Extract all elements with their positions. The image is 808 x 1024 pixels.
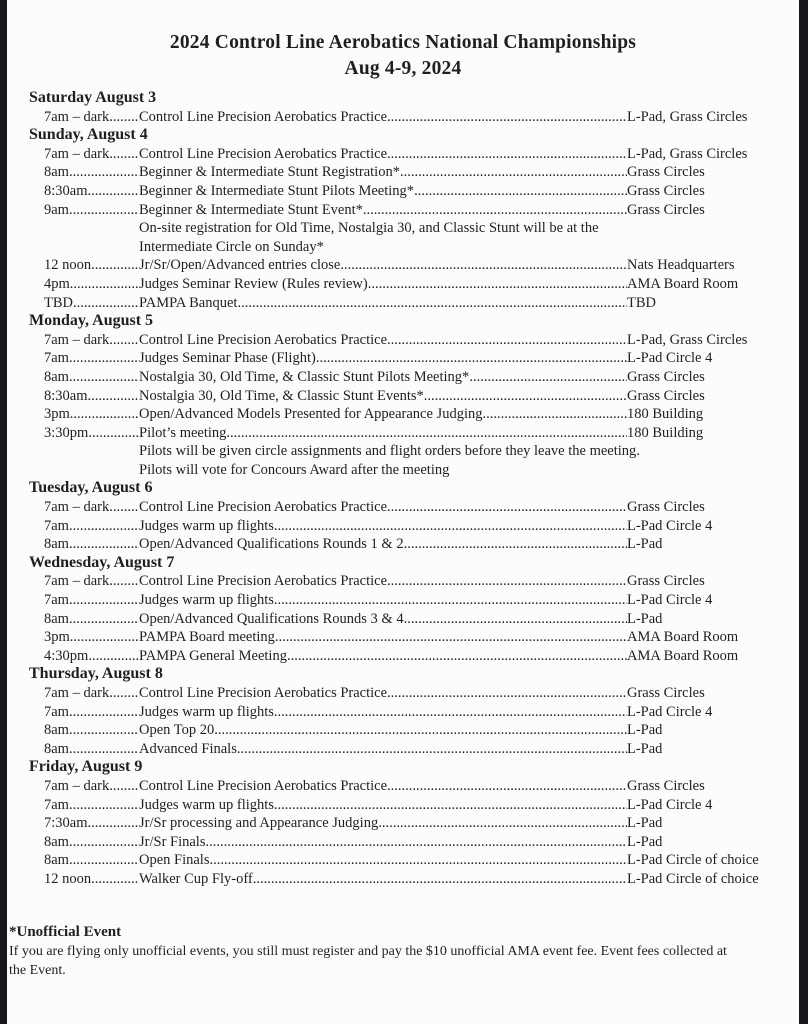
schedule-row <box>7 108 799 127</box>
time-cell <box>44 796 139 815</box>
schedule-row <box>7 517 799 536</box>
description-cell <box>139 628 627 647</box>
row-time: 7am – dark <box>44 573 110 590</box>
leader-dots <box>91 870 139 889</box>
row-description: Control Line Precision Aerobatics Practice <box>139 685 388 701</box>
time-cell <box>44 703 139 722</box>
row-time: 8am <box>44 164 69 181</box>
time-cell <box>44 610 139 629</box>
row-description: Control Line Precision Aerobatics Practice <box>139 573 388 590</box>
time-cell <box>44 517 139 536</box>
leader-dots <box>387 331 627 350</box>
row-time: 8am <box>44 722 69 739</box>
description-cell <box>139 368 627 387</box>
row-note: On-site registration for Old Time, Nostalgia 30, and Classic Stunt will be at the <box>139 220 599 237</box>
leader-dots <box>69 610 139 629</box>
schedule-row <box>7 294 799 313</box>
leader-dots <box>253 870 627 889</box>
description-cell <box>139 721 627 740</box>
day-section <box>7 89 799 126</box>
description-cell <box>139 498 627 517</box>
row-time: 7am – dark <box>44 499 110 516</box>
row-time: 7am – dark <box>44 145 110 162</box>
row-time: 8am <box>44 740 69 757</box>
schedule <box>7 89 799 889</box>
time-cell <box>44 145 139 164</box>
schedule-row <box>7 535 799 554</box>
row-location: L-Pad <box>627 833 663 850</box>
row-location: L-Pad, Grass Circles <box>627 331 748 348</box>
leader-dots <box>69 703 139 722</box>
schedule-row <box>7 275 799 294</box>
schedule-row <box>7 684 799 703</box>
leader-dots <box>400 163 627 182</box>
row-time: 8am <box>44 610 69 627</box>
page-title: 2024 Control Line Aerobatics National Championships <box>169 32 637 53</box>
row-location: Grass Circles <box>627 368 705 385</box>
row-description: Advanced Finals <box>139 740 237 757</box>
row-description: Pilot’s meeting <box>139 424 227 441</box>
row-description: Walker Cup Fly-off <box>139 870 253 887</box>
leader-dots <box>88 182 140 201</box>
row-description: PAMPA General Meeting <box>139 647 287 664</box>
schedule-row <box>7 145 799 164</box>
leader-dots <box>69 740 139 759</box>
row-description: Open Finals <box>139 852 210 869</box>
row-time: 7:30am <box>44 815 88 832</box>
footnote-body: If you are flying only unofficial events, you still must register and pay the $10 unofficial AMA event fee. Event fees collected at the Event. <box>9 943 727 979</box>
row-time: 4pm <box>44 275 70 292</box>
row-location: L-Pad <box>627 740 663 757</box>
page-subtitle: Aug 4-9, 2024 <box>344 58 462 79</box>
leader-dots <box>275 628 627 647</box>
time-cell <box>44 331 139 350</box>
leader-dots <box>205 833 627 852</box>
description-cell <box>139 163 627 182</box>
leader-dots <box>69 201 139 220</box>
row-time: 12 noon <box>44 870 92 887</box>
row-time: 7am <box>44 796 69 813</box>
row-location: L-Pad <box>627 610 663 627</box>
leader-dots <box>69 535 139 554</box>
leader-dots <box>70 405 139 424</box>
leader-dots <box>387 145 627 164</box>
schedule-row <box>7 703 799 722</box>
leader-dots <box>109 777 139 796</box>
description-cell <box>139 294 627 313</box>
leader-dots <box>237 740 627 759</box>
row-location: L-Pad, Grass Circles <box>627 108 748 125</box>
row-location: L-Pad Circle 4 <box>627 703 713 720</box>
row-time: 3pm <box>44 406 70 423</box>
leader-dots <box>404 610 627 629</box>
description-cell <box>139 256 627 275</box>
row-note: Intermediate Circle on Sunday* <box>139 238 324 255</box>
description-cell <box>139 275 627 294</box>
schedule-row <box>7 851 799 870</box>
leader-dots <box>69 517 139 536</box>
row-location: Grass Circles <box>627 499 705 516</box>
schedule-row <box>7 777 799 796</box>
schedule-row <box>7 256 799 275</box>
schedule-row <box>7 498 799 517</box>
time-cell <box>44 108 139 127</box>
row-time: 8am <box>44 536 69 553</box>
schedule-row <box>7 591 799 610</box>
row-note: Pilots will be given circle assignments and flight orders before they leave the meeting. <box>139 443 640 460</box>
row-time: 7am <box>44 703 69 720</box>
leader-dots <box>274 703 627 722</box>
schedule-row <box>7 405 799 424</box>
description-cell <box>139 796 627 815</box>
leader-dots <box>226 424 627 443</box>
row-description: PAMPA Banquet <box>139 294 238 311</box>
leader-dots <box>70 275 139 294</box>
leader-dots <box>88 814 140 833</box>
row-time: 12 noon <box>44 257 92 274</box>
schedule-row <box>7 628 799 647</box>
row-time: 7am – dark <box>44 108 110 125</box>
row-time: 8:30am <box>44 387 88 404</box>
description-cell <box>139 405 627 424</box>
row-time: 3:30pm <box>44 424 89 441</box>
time-cell <box>44 851 139 870</box>
row-location: Grass Circles <box>627 573 705 590</box>
row-note: Pilots will vote for Concours Award after the meeting <box>139 461 450 478</box>
title-block <box>7 30 799 82</box>
leader-dots <box>69 349 139 368</box>
row-location: L-Pad Circle 4 <box>627 592 713 609</box>
time-cell <box>44 424 139 443</box>
day-heading: Saturday August 3 <box>29 89 157 106</box>
leader-dots <box>69 796 139 815</box>
row-description: Judges Seminar Phase (Flight) <box>139 350 316 367</box>
row-location: Grass Circles <box>627 685 705 701</box>
leader-dots <box>424 387 627 406</box>
row-description: Control Line Precision Aerobatics Practice <box>139 499 388 516</box>
time-cell <box>44 591 139 610</box>
row-location: Grass Circles <box>627 777 705 794</box>
day-heading: Friday, August 9 <box>29 758 143 776</box>
description-cell <box>139 145 627 164</box>
row-description: Control Line Precision Aerobatics Practice <box>139 108 388 125</box>
schedule-row <box>7 368 799 387</box>
time-cell <box>44 275 139 294</box>
row-description: Beginner & Intermediate Stunt Registration* <box>139 164 400 181</box>
row-location: AMA Board Room <box>627 629 739 646</box>
schedule-row <box>7 163 799 182</box>
day-heading: Wednesday, August 7 <box>29 553 175 571</box>
schedule-row <box>7 814 799 833</box>
row-description: Open Top 20 <box>139 722 215 739</box>
row-time: 7am <box>44 592 69 609</box>
schedule-row <box>7 833 799 852</box>
day-heading: Sunday, August 4 <box>29 126 148 144</box>
row-location: Grass Circles <box>627 164 705 181</box>
leader-dots <box>109 684 139 703</box>
leader-dots <box>109 108 139 127</box>
row-description: Judges Seminar Review (Rules review) <box>139 275 368 292</box>
row-description: Nostalgia 30, Old Time, & Classic Stunt Events* <box>139 387 424 404</box>
schedule-row <box>7 201 799 220</box>
leader-dots <box>316 349 627 368</box>
row-location: L-Pad, Grass Circles <box>627 145 748 162</box>
time-cell <box>44 256 139 275</box>
description-cell <box>139 424 627 443</box>
row-location: L-Pad <box>627 815 663 832</box>
leader-dots <box>387 498 627 517</box>
time-cell <box>44 833 139 852</box>
leader-dots <box>109 572 139 591</box>
description-cell <box>139 331 627 350</box>
row-location: Grass Circles <box>627 387 705 404</box>
row-location: Grass Circles <box>627 182 705 199</box>
row-location: Grass Circles <box>627 201 705 218</box>
description-cell <box>139 870 627 889</box>
day-section <box>7 758 799 888</box>
row-time: 8am <box>44 833 69 850</box>
row-time: 3pm <box>44 629 70 646</box>
description-cell <box>139 535 627 554</box>
row-description: Jr/Sr/Open/Advanced entries close <box>139 257 341 274</box>
time-cell <box>44 740 139 759</box>
time-cell <box>44 684 139 703</box>
leader-dots <box>109 331 139 350</box>
row-description: Judges warm up flights <box>139 517 274 534</box>
row-location: L-Pad Circle 4 <box>627 350 713 367</box>
row-description: Beginner & Intermediate Stunt Pilots Meeting* <box>139 182 415 199</box>
leader-dots <box>69 721 139 740</box>
time-cell <box>44 163 139 182</box>
time-cell <box>44 721 139 740</box>
leader-dots <box>469 368 627 387</box>
row-description: Nostalgia 30, Old Time, & Classic Stunt Pilots Meeting* <box>139 368 470 385</box>
row-description: Jr/Sr processing and Appearance Judging <box>139 815 379 832</box>
leader-dots <box>414 182 627 201</box>
day-heading: Monday, August 5 <box>29 312 154 330</box>
schedule-row <box>7 796 799 815</box>
leader-dots <box>378 814 627 833</box>
leader-dots <box>387 108 627 127</box>
schedule-page <box>7 0 799 1024</box>
scan-border-right <box>799 0 808 1024</box>
schedule-row <box>7 331 799 350</box>
row-description: Control Line Precision Aerobatics Practice <box>139 145 388 162</box>
description-cell <box>139 591 627 610</box>
time-cell <box>44 572 139 591</box>
row-location: AMA Board Room <box>627 275 739 292</box>
leader-dots <box>88 647 139 666</box>
row-location: 180 Building <box>627 424 704 441</box>
description-cell <box>139 833 627 852</box>
description-cell <box>139 182 627 201</box>
time-cell <box>44 405 139 424</box>
row-description: Open/Advanced Qualifications Rounds 3 & 4 <box>139 610 404 627</box>
leader-dots <box>109 498 139 517</box>
time-cell <box>44 294 139 313</box>
row-time: 8am <box>44 368 69 385</box>
day-section <box>7 479 799 553</box>
day-heading: Thursday, August 8 <box>29 665 163 683</box>
row-description: Judges warm up flights <box>139 796 274 813</box>
day-section <box>7 126 799 312</box>
leader-dots <box>387 572 627 591</box>
description-cell <box>139 610 627 629</box>
leader-dots <box>73 294 139 313</box>
row-description: Open/Advanced Models Presented for Appearance Judging <box>139 406 483 423</box>
row-time: TBD <box>44 294 73 311</box>
row-time: 7am <box>44 517 69 534</box>
row-location: AMA Board Room <box>627 647 739 664</box>
schedule-row <box>7 740 799 759</box>
leader-dots <box>340 256 627 275</box>
row-description: Beginner & Intermediate Stunt Event* <box>139 201 363 218</box>
leader-dots <box>109 145 139 164</box>
row-time: 7am – dark <box>44 331 110 348</box>
leader-dots <box>88 387 140 406</box>
day-section <box>7 312 799 479</box>
leader-dots <box>404 535 627 554</box>
row-description: Control Line Precision Aerobatics Practice <box>139 777 388 794</box>
leader-dots <box>88 424 139 443</box>
time-cell <box>44 628 139 647</box>
leader-dots <box>69 833 139 852</box>
row-description: Jr/Sr Finals <box>139 833 206 850</box>
leader-dots <box>69 163 139 182</box>
description-cell <box>139 201 627 220</box>
leader-dots <box>70 628 139 647</box>
time-cell <box>44 387 139 406</box>
schedule-row <box>7 647 799 666</box>
row-location: L-Pad <box>627 536 663 553</box>
time-cell <box>44 870 139 889</box>
row-time: 8am <box>44 852 69 869</box>
time-cell <box>44 647 139 666</box>
description-cell <box>139 517 627 536</box>
description-cell <box>139 349 627 368</box>
leader-dots <box>482 405 627 424</box>
time-cell <box>44 535 139 554</box>
schedule-row <box>7 572 799 591</box>
row-location: L-Pad <box>627 722 663 739</box>
description-cell <box>139 814 627 833</box>
row-time: 9am <box>44 201 69 218</box>
row-location: L-Pad Circle of choice <box>627 852 759 869</box>
row-time: 7am – dark <box>44 685 110 701</box>
leader-dots <box>209 851 627 870</box>
footnote-heading: *Unofficial Event <box>9 923 122 940</box>
schedule-row <box>7 349 799 368</box>
leader-dots <box>69 591 139 610</box>
leader-dots <box>387 777 627 796</box>
description-cell <box>139 108 627 127</box>
row-description: Judges warm up flights <box>139 703 274 720</box>
scan-border-left <box>0 0 7 1024</box>
row-location: 180 Building <box>627 406 704 423</box>
schedule-row <box>7 610 799 629</box>
row-time: 7am – dark <box>44 777 110 794</box>
time-cell <box>44 368 139 387</box>
schedule-row <box>7 387 799 406</box>
row-description: Judges warm up flights <box>139 592 274 609</box>
leader-dots <box>368 275 627 294</box>
time-cell <box>44 201 139 220</box>
time-cell <box>44 182 139 201</box>
schedule-row <box>7 721 799 740</box>
row-description: PAMPA Board meeting <box>139 629 275 646</box>
leader-dots <box>274 517 627 536</box>
row-location: Nats Headquarters <box>627 257 735 274</box>
row-time: 7am <box>44 350 69 367</box>
row-time: 8:30am <box>44 182 88 199</box>
time-cell <box>44 349 139 368</box>
leader-dots <box>237 294 627 313</box>
description-cell <box>139 684 627 703</box>
row-location: L-Pad Circle 4 <box>627 796 713 813</box>
row-location: L-Pad Circle of choice <box>627 870 759 887</box>
leader-dots <box>387 684 627 703</box>
leader-dots <box>363 201 627 220</box>
description-cell <box>139 387 627 406</box>
footnote <box>7 923 799 981</box>
time-cell <box>44 814 139 833</box>
schedule-row <box>7 424 799 443</box>
leader-dots <box>274 591 627 610</box>
time-cell <box>44 498 139 517</box>
time-cell <box>44 777 139 796</box>
leader-dots <box>274 796 627 815</box>
leader-dots <box>91 256 139 275</box>
row-time: 4:30pm <box>44 647 89 664</box>
leader-dots <box>214 721 627 740</box>
day-section <box>7 554 799 666</box>
description-cell <box>139 703 627 722</box>
leader-dots <box>69 368 139 387</box>
row-description: Control Line Precision Aerobatics Practice <box>139 331 388 348</box>
day-section <box>7 665 799 758</box>
description-cell <box>139 740 627 759</box>
row-description: Open/Advanced Qualifications Rounds 1 & 2 <box>139 536 404 553</box>
leader-dots <box>287 647 627 666</box>
description-cell <box>139 572 627 591</box>
description-cell <box>139 647 627 666</box>
description-cell <box>139 851 627 870</box>
day-heading: Tuesday, August 6 <box>29 479 153 497</box>
leader-dots <box>69 851 139 870</box>
schedule-row <box>7 182 799 201</box>
description-cell <box>139 777 627 796</box>
row-location: L-Pad Circle 4 <box>627 517 713 534</box>
row-location: TBD <box>627 294 656 311</box>
schedule-row <box>7 870 799 889</box>
